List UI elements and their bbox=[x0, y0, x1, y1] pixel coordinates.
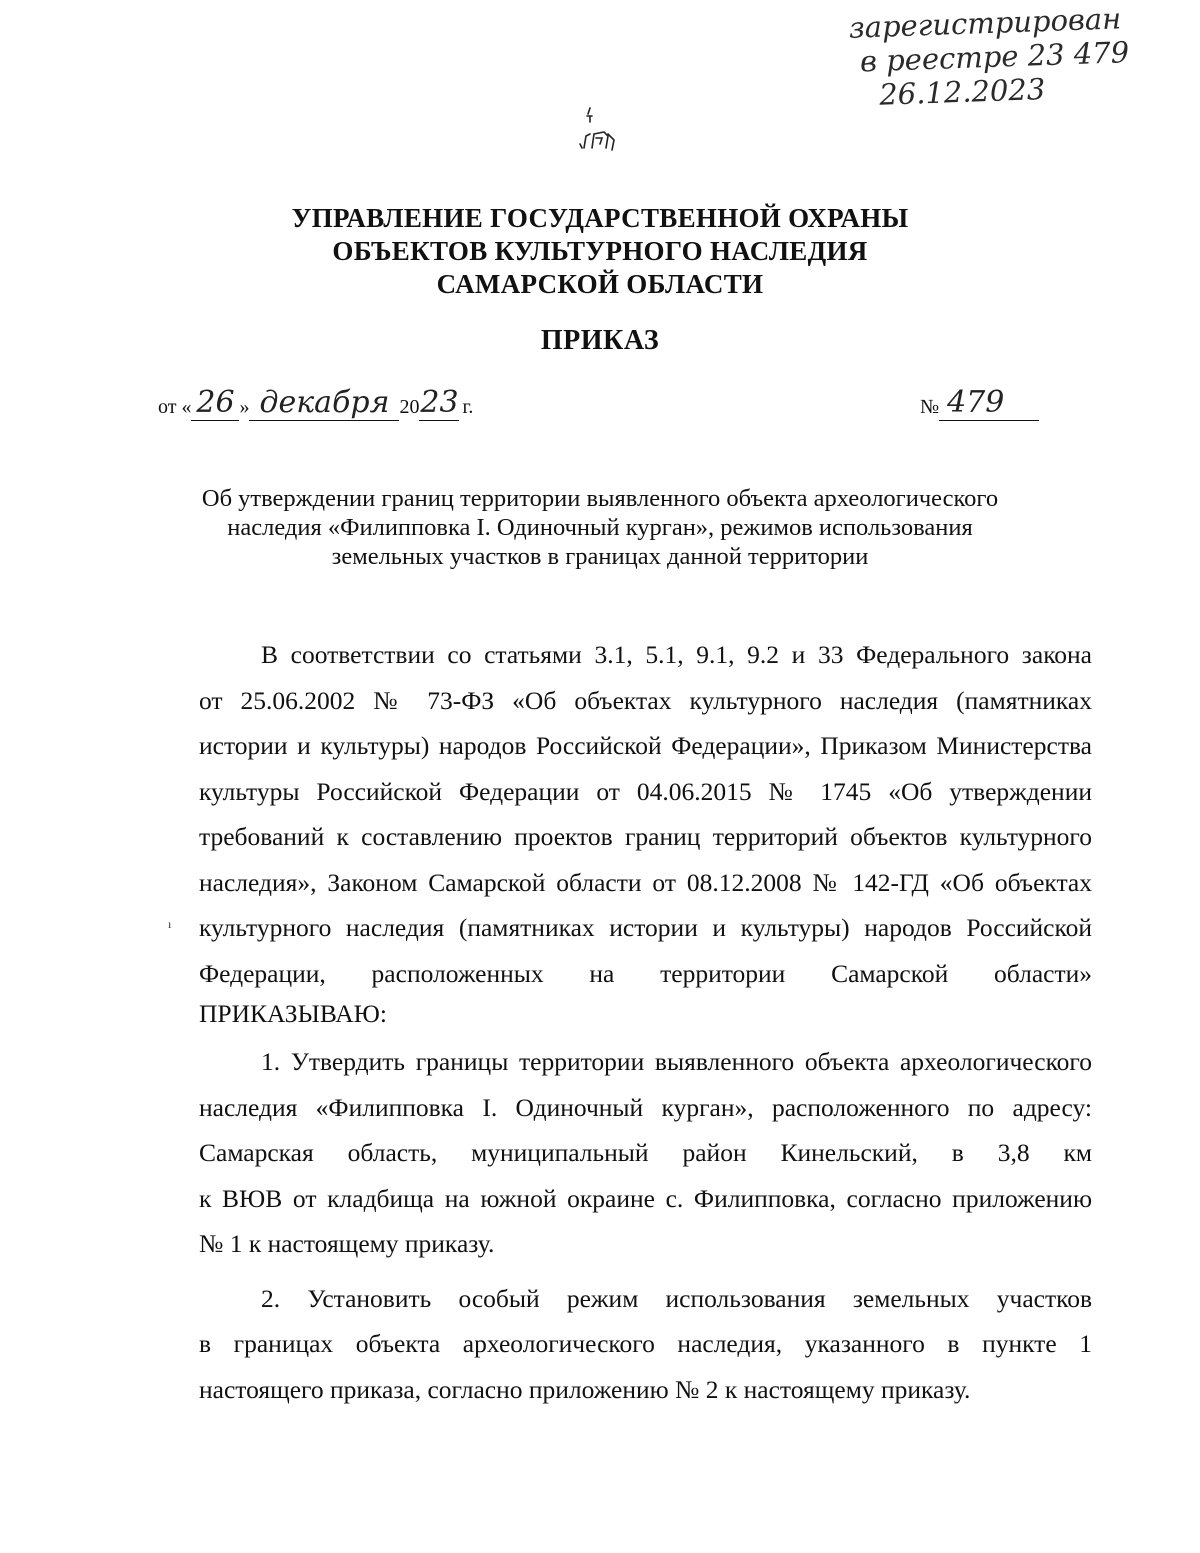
preamble-line: культурного наследия (памятниках истории и культуры) народов Российской bbox=[199, 913, 1092, 942]
preamble-line: В соответствии со статьями 3.1, 5.1, 9.1, 9.2 и 33 Федерального закона bbox=[261, 640, 1092, 669]
item-1-line: № 1 к настоящему приказу. bbox=[199, 1229, 495, 1258]
date-year-prefix: 20 bbox=[399, 396, 420, 418]
preamble-line: культуры Российской Федерации от 04.06.2015 № 1745 «Об утверждении bbox=[199, 776, 1092, 806]
item-2-paragraph bbox=[199, 1276, 1092, 1413]
date-prefix: от « bbox=[158, 396, 192, 418]
item-2-line: 2. Установить особый режим использования земельных участков bbox=[261, 1283, 1092, 1313]
registration-note-line: 26.12.2023 bbox=[878, 72, 1046, 112]
order-body bbox=[199, 632, 1092, 1412]
date-suffix: г. bbox=[462, 396, 474, 418]
preamble-line: от 25.06.2002 № 73-ФЗ «Об объектах культурного наследия (памятниках bbox=[199, 685, 1092, 715]
date-day: 26 bbox=[191, 386, 239, 421]
header-line: САМАРСКОЙ ОБЛАСТИ bbox=[436, 269, 764, 299]
registration-note bbox=[836, 1, 1139, 113]
registration-note-line: в реестре 23 479 bbox=[859, 35, 1130, 79]
margin-mark: ı bbox=[168, 917, 172, 931]
preamble-line: Федерации, расположенных на территории Самарской области» bbox=[199, 958, 1092, 988]
subject-line: земельных участков в границах данной территории bbox=[331, 543, 869, 570]
date-year: 23 bbox=[420, 385, 459, 420]
date-mid: » bbox=[239, 396, 250, 418]
preamble-line: наследия», Законом Самарской области от 08.12.2008 № 142-ГД «Об объектах bbox=[199, 867, 1092, 897]
item-1-line: наследия «Филипповка I. Одиночный курган», расположенного по адресу: bbox=[199, 1092, 1092, 1122]
item-1-line: 1. Утвердить границы территории выявленного объекта археологического bbox=[261, 1047, 1092, 1076]
number-label: № bbox=[920, 396, 940, 418]
preamble-line: истории и культуры) народов Российской Федерации», Приказом Министерства bbox=[199, 731, 1092, 760]
item-1-line: Самарская область, муниципальный район Кинельский, в 3,8 км bbox=[199, 1138, 1092, 1167]
subject-line: Об утверждении границ территории выявленного объекта археологического bbox=[201, 485, 999, 512]
item-2-line: настоящего приказа, согласно приложению № 2 к настоящему приказу. bbox=[199, 1374, 971, 1404]
header-line: ОБЪЕКТОВ КУЛЬТУРНОГО НАСЛЕДИЯ bbox=[332, 236, 868, 266]
date-month: декабря bbox=[249, 386, 399, 421]
date-line bbox=[158, 386, 473, 421]
order-subject bbox=[0, 484, 1200, 571]
header-line: УПРАВЛЕНИЕ ГОСУДАРСТВЕННОЙ ОХРАНЫ bbox=[291, 203, 909, 233]
preamble-paragraph bbox=[199, 632, 1092, 1032]
preamble-order-word: ПРИКАЗЫВАЮ: bbox=[199, 999, 387, 1028]
order-number bbox=[920, 386, 1039, 421]
organization-header bbox=[0, 202, 1200, 301]
preamble-line: требований к составлению проектов границ территорий объектов культурного bbox=[199, 822, 1092, 851]
item-2-line: в границах объекта археологического наследия, указанного в пункте 1 bbox=[199, 1329, 1092, 1358]
item-1-paragraph bbox=[199, 1039, 1092, 1267]
registration-note-line: зарегистрирован bbox=[848, 1, 1122, 45]
emblem-icon bbox=[570, 104, 630, 164]
subject-line: наследия «Филипповка I. Одиночный курган», режимов использования bbox=[227, 514, 973, 541]
document-type: ПРИКАЗ bbox=[540, 325, 660, 356]
number-value: 479 bbox=[939, 386, 1039, 421]
item-1-line: к ВЮВ от кладбища на южной окраине с. Филипповка, согласно приложению bbox=[199, 1183, 1092, 1213]
